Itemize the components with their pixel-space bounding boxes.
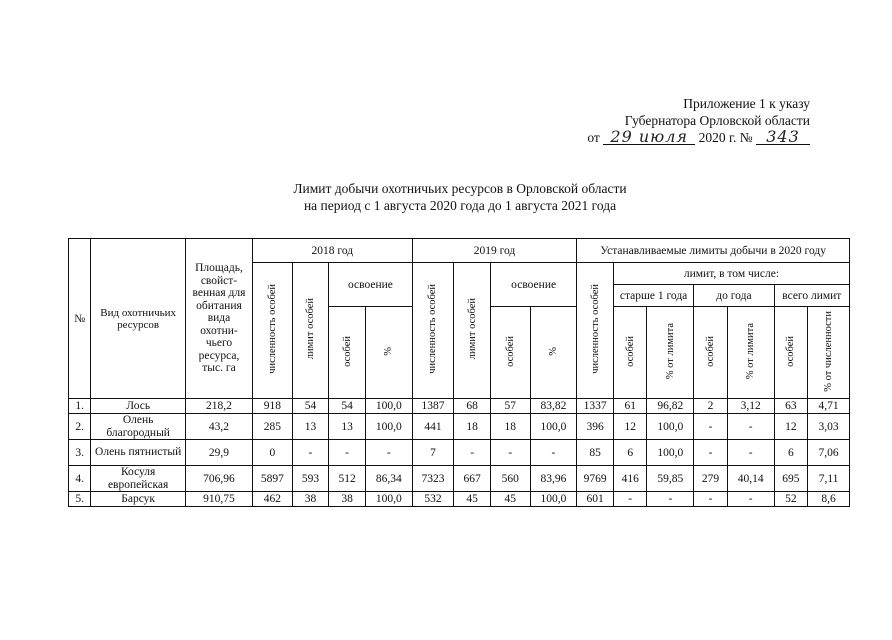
- cell-p20: 85: [577, 440, 614, 466]
- appendix-line-1: Приложение 1 к указу: [683, 96, 810, 111]
- header-2019-limit: лимит особей: [454, 263, 491, 399]
- cell-a_pc: 59,85: [647, 466, 694, 492]
- cell-p19: 532: [412, 492, 454, 507]
- cell-pc19: 100,0: [530, 492, 577, 507]
- cell-p18: 5897: [253, 466, 293, 492]
- cell-l19: -: [454, 440, 491, 466]
- cell-t_pc: 4,71: [808, 399, 850, 414]
- header-older-1: старше 1 года: [613, 285, 693, 307]
- cell-l18: 54: [292, 399, 329, 414]
- header-older-pct-limit: % от лимита: [647, 307, 694, 399]
- cell-t_n: 6: [774, 440, 808, 466]
- cell-u_pc: -: [727, 440, 774, 466]
- cell-t_n: 12: [774, 414, 808, 440]
- cell-area: 706,96: [185, 466, 252, 492]
- cell-p18: 918: [253, 399, 293, 414]
- cell-t_n: 63: [774, 399, 808, 414]
- cell-name: Косуля европейская: [91, 466, 186, 492]
- cell-u_n: 2: [694, 399, 728, 414]
- cell-pc18: 86,34: [365, 466, 412, 492]
- header-2018-limit: лимит особей: [292, 263, 329, 399]
- cell-pc19: 100,0: [530, 414, 577, 440]
- header-limit-incl: лимит, в том числе:: [613, 263, 849, 285]
- cell-name: Барсук: [91, 492, 186, 507]
- cell-a_pc: 96,82: [647, 399, 694, 414]
- appendix-block: [560, 95, 810, 146]
- header-2018-percent: %: [365, 307, 412, 399]
- header-total-limit: всего лимит: [774, 285, 849, 307]
- cell-area: 910,75: [185, 492, 252, 507]
- header-under-1: до года: [694, 285, 774, 307]
- cell-u_pc: 3,12: [727, 399, 774, 414]
- cell-p19: 7323: [412, 466, 454, 492]
- cell-name: Олень пятнистый: [91, 440, 186, 466]
- cell-p20: 1337: [577, 399, 614, 414]
- cell-p19: 441: [412, 414, 454, 440]
- header-older-individuals: особей: [613, 307, 647, 399]
- cell-p19: 7: [412, 440, 454, 466]
- cell-t_n: 52: [774, 492, 808, 507]
- cell-o18: 13: [329, 414, 366, 440]
- cell-o18: -: [329, 440, 366, 466]
- cell-u_pc: 40,14: [727, 466, 774, 492]
- header-under-pct-limit: % от лимита: [727, 307, 774, 399]
- cell-o19: 18: [490, 414, 530, 440]
- header-species: Вид охотничьих ресурсов: [91, 239, 186, 399]
- header-2019-population: численность особей: [412, 263, 454, 399]
- cell-t_pc: 7,06: [808, 440, 850, 466]
- header-2018-population: численность особей: [253, 263, 293, 399]
- appendix-year: 2020 г. №: [698, 130, 753, 145]
- cell-pc19: 83,96: [530, 466, 577, 492]
- cell-name: Олень благородный: [91, 414, 186, 440]
- cell-o19: 57: [490, 399, 530, 414]
- header-area: Площадь, свойст-венная для обитания вида охотни-чьего ресурса, тыс. га: [185, 239, 252, 399]
- header-2019: 2019 год: [412, 239, 577, 263]
- handwritten-number: 343: [756, 130, 810, 145]
- table-row: [69, 414, 850, 440]
- cell-pc19: -: [530, 440, 577, 466]
- cell-t_pc: 8,6: [808, 492, 850, 507]
- cell-p20: 9769: [577, 466, 614, 492]
- table-row: [69, 492, 850, 507]
- table-row: [69, 399, 850, 414]
- header-2018-mastering: освоение: [329, 263, 412, 307]
- title-line-2: на период с 1 августа 2020 года до 1 августа 2021 года: [303, 198, 617, 213]
- cell-no: 2.: [69, 414, 91, 440]
- cell-p19: 1387: [412, 399, 454, 414]
- cell-l18: 593: [292, 466, 329, 492]
- header-no: №: [69, 239, 91, 399]
- cell-o18: 38: [329, 492, 366, 507]
- cell-no: 1.: [69, 399, 91, 414]
- header-total-pct-population: % от численности: [808, 307, 850, 399]
- cell-a_n: 416: [613, 466, 647, 492]
- cell-pc18: 100,0: [365, 414, 412, 440]
- document-title: [0, 180, 892, 214]
- cell-p20: 396: [577, 414, 614, 440]
- cell-a_n: 12: [613, 414, 647, 440]
- cell-o19: -: [490, 440, 530, 466]
- appendix-prefix: от: [587, 130, 600, 145]
- cell-u_n: 279: [694, 466, 728, 492]
- cell-p18: 462: [253, 492, 293, 507]
- header-2019-percent: %: [530, 307, 577, 399]
- cell-o19: 560: [490, 466, 530, 492]
- header-limits-2020: Устанавливаемые лимиты добычи в 2020 году: [577, 239, 850, 263]
- cell-name: Лось: [91, 399, 186, 414]
- cell-u_n: -: [694, 414, 728, 440]
- cell-t_pc: 7,11: [808, 466, 850, 492]
- cell-a_pc: 100,0: [647, 440, 694, 466]
- cell-no: 5.: [69, 492, 91, 507]
- cell-a_pc: 100,0: [647, 414, 694, 440]
- cell-t_pc: 3,03: [808, 414, 850, 440]
- cell-o18: 512: [329, 466, 366, 492]
- limits-table: [68, 238, 850, 507]
- cell-l19: 68: [454, 399, 491, 414]
- cell-a_n: 6: [613, 440, 647, 466]
- header-2018-individuals: особей: [329, 307, 366, 399]
- handwritten-date: 29 июля: [603, 130, 695, 145]
- table-row: [69, 466, 850, 492]
- cell-p18: 0: [253, 440, 293, 466]
- cell-p20: 601: [577, 492, 614, 507]
- cell-pc18: 100,0: [365, 399, 412, 414]
- table-row: [69, 440, 850, 466]
- cell-area: 43,2: [185, 414, 252, 440]
- cell-a_n: 61: [613, 399, 647, 414]
- cell-l19: 667: [454, 466, 491, 492]
- cell-u_pc: -: [727, 414, 774, 440]
- cell-no: 4.: [69, 466, 91, 492]
- cell-p18: 285: [253, 414, 293, 440]
- header-2019-mastering: освоение: [490, 263, 576, 307]
- cell-o18: 54: [329, 399, 366, 414]
- cell-u_pc: -: [727, 492, 774, 507]
- header-2020-population: численность особей: [577, 263, 614, 399]
- cell-a_pc: -: [647, 492, 694, 507]
- cell-l18: 13: [292, 414, 329, 440]
- cell-pc18: -: [365, 440, 412, 466]
- cell-l19: 18: [454, 414, 491, 440]
- cell-pc18: 100,0: [365, 492, 412, 507]
- cell-l18: -: [292, 440, 329, 466]
- cell-u_n: -: [694, 440, 728, 466]
- appendix-line-2: Губернатора Орловской области: [624, 113, 810, 128]
- cell-t_n: 695: [774, 466, 808, 492]
- header-2018: 2018 год: [253, 239, 413, 263]
- header-total-individuals: особей: [774, 307, 808, 399]
- cell-area: 218,2: [185, 399, 252, 414]
- cell-o19: 45: [490, 492, 530, 507]
- cell-a_n: -: [613, 492, 647, 507]
- cell-u_n: -: [694, 492, 728, 507]
- cell-no: 3.: [69, 440, 91, 466]
- cell-pc19: 83,82: [530, 399, 577, 414]
- table-body: [69, 399, 850, 507]
- cell-l19: 45: [454, 492, 491, 507]
- cell-area: 29,9: [185, 440, 252, 466]
- appendix-date-line: [560, 129, 810, 146]
- cell-l18: 38: [292, 492, 329, 507]
- header-under-individuals: особей: [694, 307, 728, 399]
- header-2019-individuals: особей: [490, 307, 530, 399]
- title-line-1: Лимит добычи охотничьих ресурсов в Орловской области: [293, 181, 627, 196]
